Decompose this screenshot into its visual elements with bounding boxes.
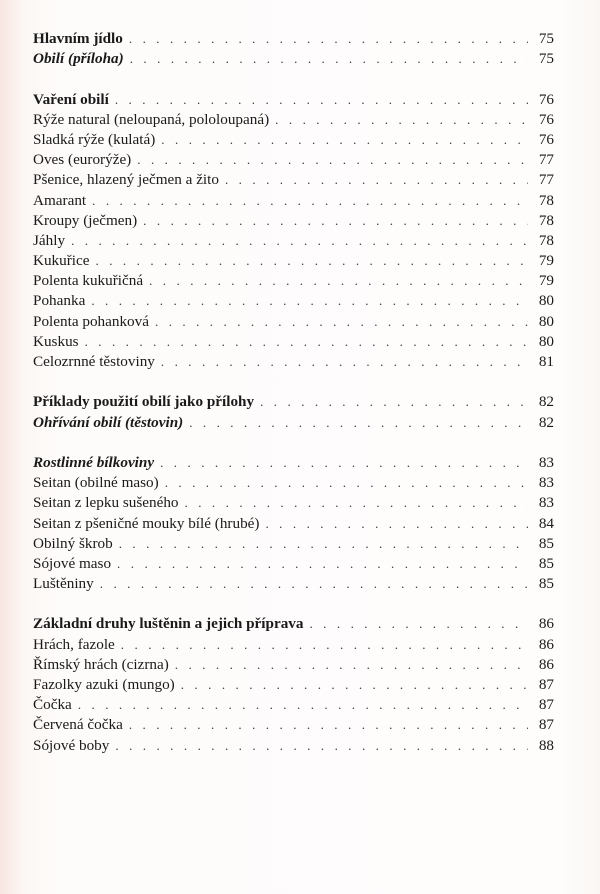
toc-entry-title: Rýže natural (neloupaná, pololoupaná)	[33, 110, 270, 128]
toc-entry-page: 82	[538, 413, 554, 431]
toc-entry	[33, 695, 554, 715]
toc-entry-page: 85	[538, 575, 554, 593]
toc-entry-title: Rostlinné bílkoviny	[33, 453, 155, 471]
toc-entry-title: Pohanka	[33, 292, 86, 310]
toc-entry-title: Fazolky azuki (mungo)	[33, 676, 175, 693]
toc-entry-page: 83	[538, 474, 554, 492]
toc-entry-title: Seitan (obilné maso)	[33, 474, 159, 492]
toc-entry	[33, 251, 554, 271]
toc-section	[33, 614, 554, 755]
toc-entry	[33, 655, 554, 675]
section-gap	[33, 433, 554, 453]
dot-leader	[100, 574, 528, 594]
dot-leader	[117, 554, 528, 574]
section-gap	[33, 372, 554, 392]
dot-leader	[143, 211, 528, 231]
dot-leader	[71, 231, 528, 251]
toc-entry	[33, 130, 554, 150]
toc-entry-page: 79	[538, 272, 554, 290]
dot-leader	[160, 453, 528, 473]
toc-entry	[33, 29, 554, 49]
toc-entry-title: Sójové boby	[33, 736, 110, 754]
toc-entry	[33, 736, 554, 756]
toc-entry-title: Polenta pohanková	[33, 312, 149, 330]
toc-entry-title: Obilný škrob	[33, 534, 113, 552]
toc-entry	[33, 291, 554, 311]
toc-entry	[33, 574, 554, 594]
toc-entry-title: Příklady použití obilí jako přílohy	[33, 393, 255, 411]
toc-entry-page: 76	[538, 90, 554, 108]
toc-entry	[33, 675, 554, 695]
dot-leader	[275, 110, 528, 130]
toc-entry-title: Ohřívání obilí (těstovin)	[33, 413, 184, 431]
toc-entry-page: 83	[538, 453, 554, 471]
toc-entry-page: 78	[538, 231, 554, 249]
dot-leader	[181, 675, 528, 695]
toc-entry-page: 80	[538, 292, 554, 310]
toc-entry-page: 87	[538, 676, 554, 693]
toc-entry	[33, 413, 554, 433]
toc-entry	[33, 271, 554, 291]
toc-entry-title: Amarant	[33, 191, 87, 209]
toc-entry	[33, 211, 554, 231]
toc-entry-page: 80	[538, 332, 554, 350]
toc-entry-page: 87	[538, 716, 554, 734]
toc-entry-page: 78	[538, 211, 554, 229]
toc-entry-page: 75	[538, 50, 554, 68]
toc-entry-page: 86	[538, 615, 554, 633]
toc-entry-page: 80	[538, 312, 554, 330]
dot-leader	[119, 534, 528, 554]
dot-leader	[96, 251, 528, 271]
dot-leader	[85, 332, 528, 352]
dot-leader	[260, 392, 528, 412]
dot-leader	[161, 130, 528, 150]
toc-entry-title: Oves (eurorýže)	[33, 151, 132, 169]
dot-leader	[189, 413, 528, 433]
toc-entry	[33, 312, 554, 332]
toc-entry-title: Polenta kukuřičná	[33, 272, 144, 290]
toc-entry-title: Hrách, fazole	[33, 635, 115, 653]
toc-entry-title: Pšenice, hlazený ječmen a žito	[33, 171, 219, 189]
toc-entry-page: 75	[538, 30, 554, 47]
toc-entry	[33, 90, 554, 110]
toc-entry	[33, 473, 554, 493]
dot-leader	[161, 352, 528, 372]
toc-entry-page: 86	[538, 635, 554, 653]
toc-entry-title: Seitan z pšeničné mouky bílé (hrubé)	[33, 514, 260, 532]
dot-leader	[185, 493, 528, 513]
toc-entry-title: Kuskus	[33, 332, 79, 350]
toc-entry	[33, 635, 554, 655]
toc-entry	[33, 150, 554, 170]
toc-entry	[33, 514, 554, 534]
dot-leader	[225, 170, 528, 190]
toc-entry-page: 87	[538, 696, 554, 714]
toc-entry-title: Římský hrách (cizrna)	[33, 655, 169, 673]
toc-entry-page: 78	[538, 191, 554, 209]
dot-leader	[137, 150, 528, 170]
toc-entry-title: Sladká rýže (kulatá)	[33, 130, 156, 148]
toc-section	[33, 90, 554, 373]
toc-entry-page: 83	[538, 494, 554, 512]
toc-entry-page: 84	[538, 514, 554, 532]
dot-leader	[115, 736, 528, 756]
toc-entry-title: Kroupy (ječmen)	[33, 211, 138, 229]
toc-entry-title: Luštěniny	[33, 575, 94, 593]
toc-entry-page: 85	[538, 534, 554, 552]
toc-entry-title: Sójové maso	[33, 554, 112, 572]
table-of-contents	[33, 29, 554, 756]
toc-entry	[33, 715, 554, 735]
toc-entry-title: Červená čočka	[33, 716, 123, 734]
toc-entry-page: 77	[538, 171, 554, 189]
dot-leader	[155, 312, 528, 332]
dot-leader	[92, 191, 528, 211]
dot-leader	[309, 614, 528, 634]
toc-entry-title: Seitan z lepku sušeného	[33, 494, 179, 512]
toc-entry-title: Obilí (příloha)	[33, 50, 124, 68]
toc-entry-page: 81	[538, 353, 554, 370]
dot-leader	[115, 90, 528, 110]
dot-leader	[78, 695, 528, 715]
toc-section	[33, 29, 554, 69]
toc-entry	[33, 392, 554, 412]
toc-entry-page: 77	[538, 151, 554, 169]
toc-entry-page: 79	[538, 252, 554, 270]
dot-leader	[149, 271, 528, 291]
toc-entry	[33, 554, 554, 574]
toc-entry	[33, 332, 554, 352]
toc-entry	[33, 110, 554, 130]
toc-entry	[33, 534, 554, 554]
dot-leader	[175, 655, 528, 675]
toc-entry-page: 82	[538, 393, 554, 411]
toc-entry-title: Hlavním jídlo	[33, 30, 123, 47]
dot-leader	[91, 291, 528, 311]
toc-entry-title: Základní druhy luštěnin a jejich příprava	[33, 615, 304, 633]
toc-entry-page: 86	[538, 655, 554, 673]
dot-leader	[129, 29, 528, 49]
toc-section	[33, 392, 554, 432]
dot-leader	[129, 715, 528, 735]
toc-entry	[33, 49, 554, 69]
toc-entry	[33, 231, 554, 251]
toc-entry-page: 85	[538, 554, 554, 572]
toc-entry-page: 88	[538, 736, 554, 754]
dot-leader	[130, 49, 528, 69]
dot-leader	[265, 514, 528, 534]
toc-entry	[33, 170, 554, 190]
toc-entry-page: 76	[538, 130, 554, 148]
toc-entry-title: Celozrnné těstoviny	[33, 353, 155, 370]
toc-entry-title: Kukuřice	[33, 252, 90, 270]
toc-entry	[33, 614, 554, 634]
toc-entry	[33, 191, 554, 211]
dot-leader	[121, 635, 528, 655]
section-gap	[33, 69, 554, 89]
toc-entry-page: 76	[538, 110, 554, 128]
toc-entry-title: Jáhly	[33, 231, 66, 249]
toc-entry-title: Čočka	[33, 696, 72, 714]
toc-entry	[33, 453, 554, 473]
dot-leader	[165, 473, 528, 493]
toc-entry	[33, 493, 554, 513]
toc-entry-title: Vaření obilí	[33, 90, 109, 108]
section-gap	[33, 594, 554, 614]
toc-section	[33, 453, 554, 594]
toc-entry	[33, 352, 554, 372]
